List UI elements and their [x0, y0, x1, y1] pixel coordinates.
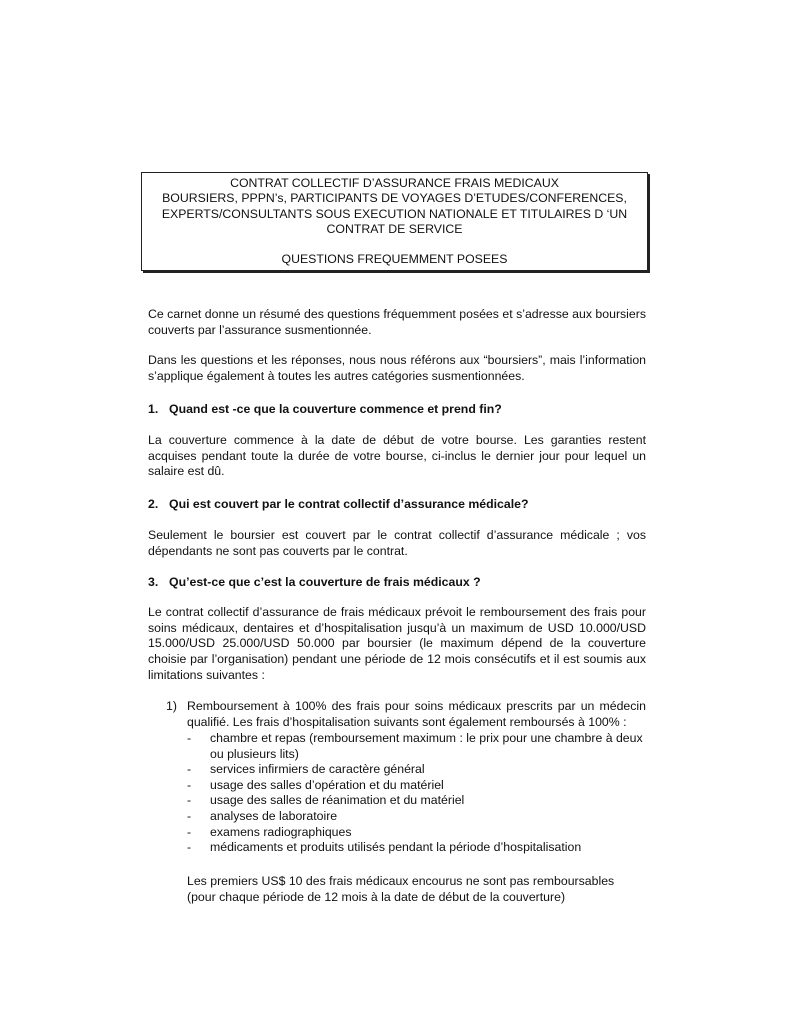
header-title: CONTRAT COLLECTIF D’ASSURANCE FRAIS MEDICAUX [230, 176, 559, 190]
list-item [187, 840, 646, 856]
coverage-list-item-1 [166, 699, 646, 730]
intro-paragraph-1: Ce carnet donne un résumé des questions fréquemment posées et s’adresse aux boursiers couverts par l’assurance susmentionnée. [148, 307, 646, 337]
sublist-item-text: services infirmiers de caractère général [210, 762, 425, 777]
list-item [187, 809, 646, 825]
sublist-item-text: usage des salles de réanimation et du matériel [210, 793, 465, 808]
question-2-number: 2. [148, 497, 159, 511]
list-item [187, 762, 646, 778]
question-2-heading [148, 497, 646, 513]
dash-bullet: - [187, 824, 192, 839]
header-subtitle-line-2: EXPERTS/CONSULTANTS SOUS EXECUTION NATIONALE ET TITULAIRES D ‘UN [161, 206, 628, 221]
answer-1-paragraph: La couverture commence à la date de début de votre bourse. Les garanties restent acquises pendant toute la durée de votre bourse, ci-inclus le dernier jour pour lequel un salaire est dû. [148, 433, 646, 479]
sublist-item-text: analyses de laboratoire [210, 808, 338, 823]
list-item-number: 1) [166, 699, 177, 713]
dash-bullet: - [187, 808, 192, 823]
list-item-text: Remboursement à 100% des frais pour soins médicaux prescrits par un médecin qualifié. Les frais d’hospitalisation suivants sont également remboursés à 100% : [187, 699, 646, 729]
header-faq-title: QUESTIONS FREQUEMMENT POSEES [281, 251, 508, 266]
list-item [187, 825, 646, 841]
sublist-item-text: usage des salles d’opération et du matériel [210, 777, 444, 792]
hospitalisation-sublist [187, 731, 646, 856]
dash-bullet: - [187, 762, 192, 777]
dash-bullet: - [187, 840, 192, 855]
header-subtitle-line-1: BOURSIERS, PPPN’s, PARTICIPANTS DE VOYAGES D’ETUDES/CONFERENCES, [162, 191, 627, 206]
deductible-note: Les premiers US$ 10 des frais médicaux encourus ne sont pas remboursables (pour chaque période de 12 mois à la date de début de la couverture) [187, 874, 615, 904]
question-3-text: Qu’est-ce que c’est la couverture de frais médicaux ? [169, 575, 481, 589]
question-2-text: Qui est couvert par le contrat collectif d’assurance médicale? [169, 497, 529, 511]
answer-3-paragraph: Le contrat collectif d’assurance de frais médicaux prévoit le remboursement des frais pour soins médicaux, dentaires et d’hospitalisation jusqu’à un maximum de USD 10.000/USD 15.000/USD 25.000/USD 50.000 par boursier (le maximum dépend de la couverture choisie par l’organisation) pendant une période de 12 mois consécutifs et il est soumis aux limitations suivantes : [148, 605, 646, 682]
answer-2-paragraph: Seulement le boursier est couvert par le contrat collectif d’assurance médicale ; vos dépendants ne sont pas couverts par le contrat. [148, 528, 646, 558]
sublist-item-text: examens radiographiques [210, 824, 352, 839]
dash-bullet: - [187, 777, 192, 792]
question-1-text: Quand est -ce que la couverture commence et prend fin? [169, 402, 502, 416]
sublist-item-text: chambre et repas (remboursement maximum : le prix pour une chambre à deux ou plusieurs lits) [210, 731, 643, 761]
question-1-number: 1. [148, 402, 159, 416]
document-header-box [141, 172, 648, 271]
question-1-heading [148, 402, 646, 418]
dash-bullet: - [187, 793, 192, 808]
list-item [187, 731, 646, 762]
list-item [187, 778, 646, 794]
question-3-heading [148, 575, 646, 591]
intro-paragraph-2: Dans les questions et les réponses, nous nous référons aux “boursiers”, mais l’information s’applique également à toutes les autres catégories susmentionnées. [148, 353, 646, 383]
question-3-number: 3. [148, 575, 159, 589]
dash-bullet: - [187, 731, 192, 745]
list-item [187, 793, 646, 809]
sublist-item-text: médicaments et produits utilisés pendant la période d’hospitalisation [210, 840, 582, 855]
header-subtitle-line-3: CONTRAT DE SERVICE [326, 222, 463, 237]
